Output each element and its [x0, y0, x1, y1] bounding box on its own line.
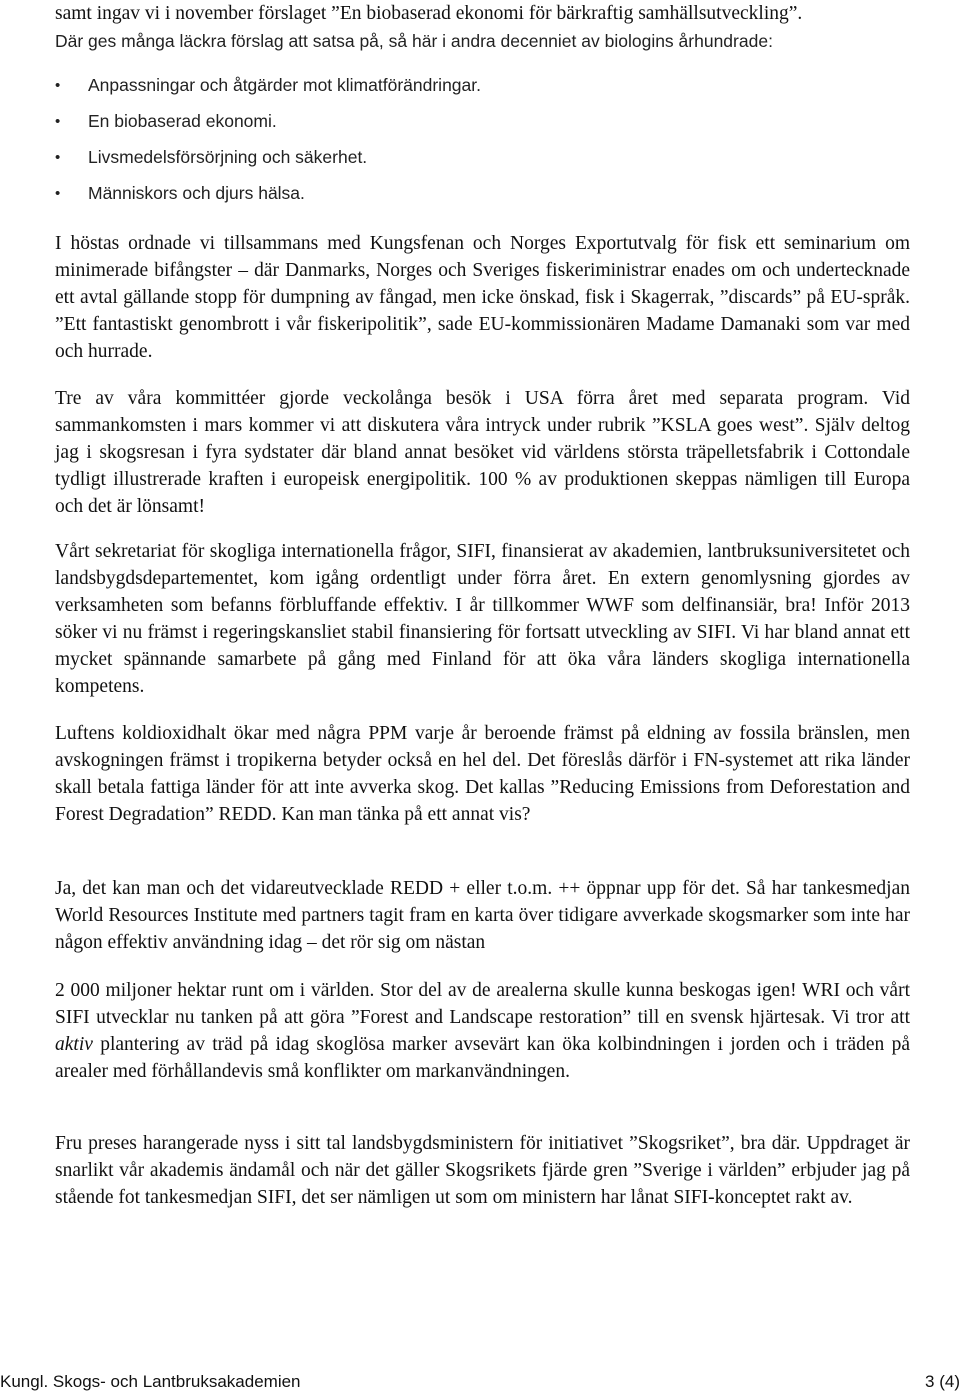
bullet-item — [55, 72, 910, 108]
paragraph-wri: Ja, det kan man och det vidareutvecklade REDD + eller t.o.m. ++ öppnar upp för det. Så har tankesmedjan World Resources Institute med partners tagit fram en karta över tidigare avverkade skogsmarker som inte har någon effektiv användning idag – det rör sig om nästan — [55, 878, 910, 953]
bullet-text: En biobaserad ekonomi. — [88, 111, 277, 131]
paragraph-restoration-text-1: 2 000 miljoner hektar runt om i världen. Stor del av de arealerna skulle kunna beskogas igen! WRI och vårt SIFI utvecklar nu tanken på att göra ”Forest and Landscape restoration” till en svensk hjärtesak. Vi tror att — [55, 980, 910, 1028]
paragraph-usa-visits: Tre av våra kommittéer gjorde veckolånga besök i USA förra året med separata program. Vid sammankomsten i mars kommer vi att diskutera våra intryck under rubrik ”KSLA goes west”. Själv deltog jag i skogsresan i fyra sydstater där bland annat besöket vid världens största träpelletsfabrik i Cottondale tydligt illustrerade kraften i europeisk energipolitik. 100 % av produktionen skeppas nämligen till Europa och det är lönsamt! — [55, 388, 910, 517]
bullet-list — [55, 72, 910, 216]
bullet-icon: • — [55, 113, 61, 130]
paragraph-redd: Luftens koldioxidhalt ökar med några PPM varje år beroende främst på eldning av fossila bränslen, men avskogningen främst i tropikerna betyder också en hel del. Det föreslås därför i FN-systemet att rika länder skall betala fattiga länder för att inte avverka skog. Det kallas ”Reducing Emissions from Deforestation and Forest Degradation” REDD. Kan man tänka på ett annat vis? — [55, 723, 910, 825]
bullet-item — [55, 144, 910, 180]
bullet-item — [55, 108, 910, 144]
intro-line-2: Där ges många läckra förslag att satsa på, så här i andra decenniet av biologins århundrade: — [55, 31, 773, 51]
intro-line-1: samt ingav vi i november förslaget ”En biobaserad ekonomi för bärkraftig samhällsutveckling”. — [55, 3, 803, 24]
footer-organization: Kungl. Skogs- och Lantbruksakademien — [0, 1372, 301, 1391]
paragraph-skogsriket: Fru preses harangerade nyss i sitt tal landsbygdsministern för initiativet ”Skogsriket”, bra där. Uppdraget är snarlikt vår akademis ändamål och när det gäller Skogsrikets fjärde gren ”Sverige i världen” erbjuder jag på stående fot tankesmedjan SIFI, det ser nämligen ut som om ministern har lånat SIFI-konceptet rakt av. — [55, 1133, 910, 1208]
bullet-text: Människors och djurs hälsa. — [88, 183, 305, 203]
bullet-text: Anpassningar och åtgärder mot klimatförändringar. — [88, 75, 481, 95]
paragraph-restoration-text-2: plantering av träd på idag skoglösa marker avsevärt kan öka kolbindningen i jorden och i träden på arealer med förhållandevis små konflikter om markanvändningen. — [55, 1034, 910, 1082]
paragraph-restoration — [55, 977, 910, 1085]
bullet-item — [55, 180, 910, 216]
bullet-icon: • — [55, 77, 61, 94]
footer-page-number: 3 (4) — [925, 1372, 960, 1391]
paragraph-seminar: I höstas ordnade vi tillsammans med Kungsfenan och Norges Exportutvalg för fisk ett seminarium om minimerade bifångster – där Danmarks, Norges och Sveriges fiskeriministrar enades om och undertecknade ett avtal gällande stopp för dumpning av fångad, men icke önskad, fisk i Skagerrak, ”discards” på EU-språk. ”Ett fantastiskt genombrott i vår fiskeripolitik”, sade EU-kommissionären Madame Damanaki som var med och hurrade. — [55, 233, 910, 362]
emphasis-aktiv: aktiv — [55, 1034, 93, 1055]
bullet-icon: • — [55, 185, 61, 202]
paragraph-sifi: Vårt sekretariat för skogliga internationella frågor, SIFI, finansierat av akademien, lantbruksuniversitetet och landsbygdsdepartementet, kom igång ordentligt under förra året. En extern genomlysning gjordes av verksamheten som befanns förbluffande effektiv. I år tillkommer WWF som delfinansiär, bra! Inför 2013 söker vi nu främst i regeringskansliet stabil finansiering för fortsatt utveckling av SIFI. Vi har bland annat ett mycket spännande samarbete på gång med Finland för att öka våra länders skogliga internationella kompetens. — [55, 541, 910, 697]
bullet-text: Livsmedelsförsörjning och säkerhet. — [88, 147, 368, 167]
bullet-icon: • — [55, 149, 61, 166]
